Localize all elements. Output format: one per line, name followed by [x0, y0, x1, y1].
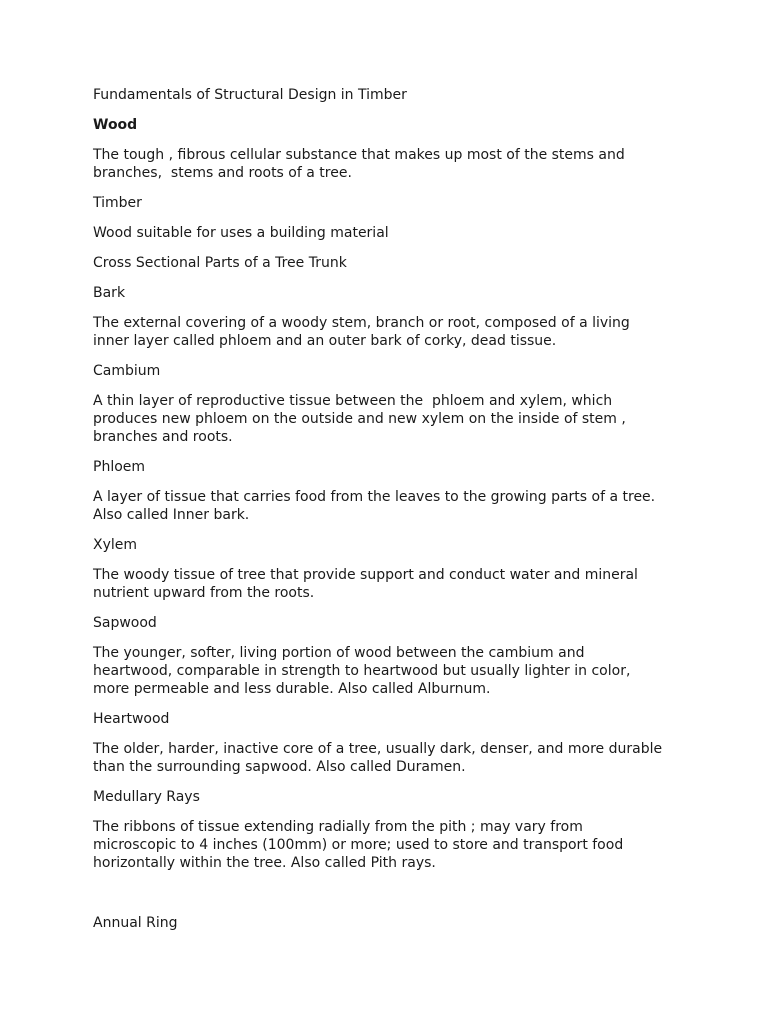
definition-xylem	[93, 566, 693, 602]
definition-line: inner layer called phloem and an outer bark of corky, dead tissue.	[93, 333, 557, 349]
definition-line: Wood suitable for uses a building material	[93, 225, 389, 241]
definition-heartwood	[93, 740, 693, 776]
term-phloem: Phloem	[93, 459, 146, 475]
definition-line: A layer of tissue that carries food from the leaves to the growing parts of a tree.	[93, 489, 656, 505]
heading-cross-section: Cross Sectional Parts of a Tree Trunk	[93, 255, 347, 271]
term-timber: Timber	[93, 195, 142, 211]
definition-line: The ribbons of tissue extending radially from the pith ; may vary from	[93, 819, 583, 835]
term-sapwood: Sapwood	[93, 615, 157, 631]
definition-line: A thin layer of reproductive tissue between the phloem and xylem, which	[93, 393, 613, 409]
definition-line: branches, stems and roots of a tree.	[93, 165, 352, 181]
definition-sapwood	[93, 644, 693, 698]
term-medullary-rays: Medullary Rays	[93, 789, 200, 805]
definition-line: produces new phloem on the outside and new xylem on the inside of stem ,	[93, 411, 626, 427]
definition-line: branches and roots.	[93, 429, 233, 445]
definition-medullary-rays	[93, 818, 693, 872]
definition-cambium	[93, 392, 693, 446]
definition-line: than the surrounding sapwood. Also called Duramen.	[93, 759, 466, 775]
term-cambium: Cambium	[93, 363, 161, 379]
definition-timber	[93, 224, 693, 242]
document-page	[93, 86, 693, 944]
definition-line: heartwood, comparable in strength to heartwood but usually lighter in color,	[93, 663, 631, 679]
document-title: Fundamentals of Structural Design in Timber	[93, 87, 407, 103]
definition-line: more permeable and less durable. Also called Alburnum.	[93, 681, 491, 697]
definition-line: The external covering of a woody stem, branch or root, composed of a living	[93, 315, 630, 331]
term-xylem: Xylem	[93, 537, 138, 553]
definition-line: horizontally within the tree. Also called Pith rays.	[93, 855, 436, 871]
definition-line: microscopic to 4 inches (100mm) or more; used to store and transport food	[93, 837, 624, 853]
definition-line: The older, harder, inactive core of a tree, usually dark, denser, and more durable	[93, 741, 663, 757]
definition-bark	[93, 314, 693, 350]
definition-line: The younger, softer, living portion of wood between the cambium and	[93, 645, 585, 661]
definition-line: nutrient upward from the roots.	[93, 585, 315, 601]
term-heartwood: Heartwood	[93, 711, 170, 727]
heading-wood: Wood	[93, 117, 138, 133]
definition-line: Also called Inner bark.	[93, 507, 250, 523]
term-bark: Bark	[93, 285, 126, 301]
definition-line: The tough , fibrous cellular substance that makes up most of the stems and	[93, 147, 625, 163]
definition-phloem	[93, 488, 693, 524]
definition-line: The woody tissue of tree that provide support and conduct water and mineral	[93, 567, 638, 583]
definition-wood	[93, 146, 693, 182]
term-annual-ring: Annual Ring	[93, 915, 178, 931]
